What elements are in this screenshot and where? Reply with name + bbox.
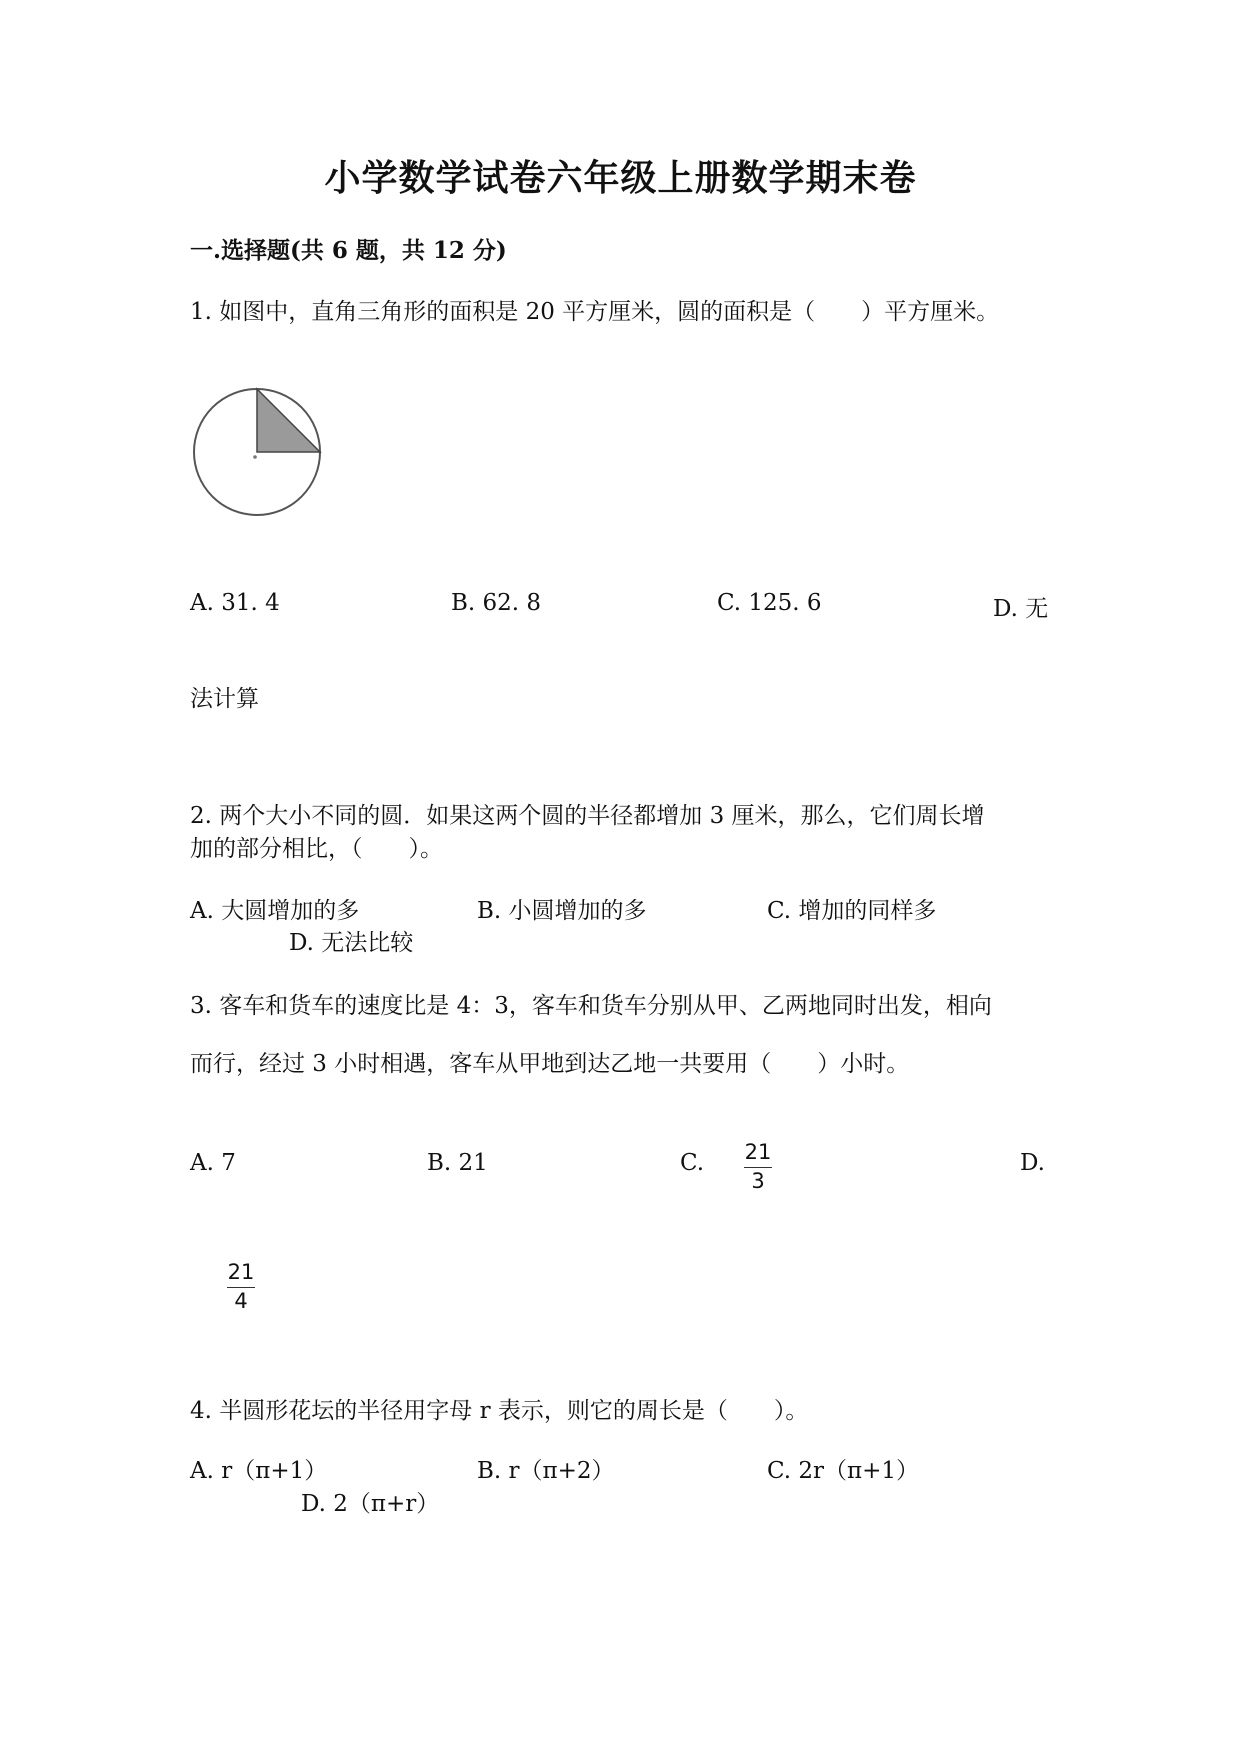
q2-option-a[interactable]: A. 大圆增加的多	[190, 898, 360, 924]
question-1-stem: 1. 如图中，直角三角形的面积是 20 平方厘米，圆的面积是（ ）平方厘米。	[190, 299, 1000, 325]
question-4-stem: 4. 半圆形花坛的半径用字母 r 表示，则它的周长是（ ）。	[190, 1398, 809, 1424]
q3-option-b[interactable]: B. 21	[427, 1150, 488, 1176]
q3-option-d-fraction	[227, 1262, 255, 1312]
q4-option-a[interactable]: A. r（π+1）	[190, 1458, 328, 1484]
circle-triangle-figure	[190, 385, 324, 519]
fraction-numerator: 21	[227, 1260, 255, 1284]
q2-option-b[interactable]: B. 小圆增加的多	[477, 898, 647, 924]
fraction-bar	[227, 1287, 255, 1288]
question-3-stem-line2: 而行，经过 3 小时相遇，客车从甲地到达乙地一共要用（ ）小时。	[190, 1051, 910, 1077]
q4-option-d[interactable]: D. 2（π+r）	[301, 1491, 440, 1517]
page-title: 小学数学试卷六年级上册数学期末卷	[324, 157, 917, 199]
center-dot	[253, 455, 257, 459]
question-3-stem-line1: 3. 客车和货车的速度比是 4：3，客车和货车分别从甲、乙两地同时出发，相向	[190, 993, 992, 1019]
q1-option-c[interactable]: C. 125. 6	[717, 590, 822, 616]
q4-option-b[interactable]: B. r（π+2）	[477, 1458, 615, 1484]
question-2-stem-line1: 2. 两个大小不同的圆．如果这两个圆的半径都增加 3 厘米，那么，它们周长增	[190, 803, 985, 829]
q1-option-b[interactable]: B. 62. 8	[451, 590, 542, 616]
question-2-stem-line2: 加的部分相比，（ ）。	[190, 836, 443, 862]
q3-option-d[interactable]: D.	[1020, 1150, 1045, 1176]
q1-option-a[interactable]: A. 31. 4	[190, 590, 280, 616]
fraction-bar	[744, 1167, 772, 1168]
q4-option-c[interactable]: C. 2r（π+1）	[767, 1458, 920, 1484]
q1-option-d-wrap: 法计算	[190, 686, 259, 712]
fraction-denominator: 3	[751, 1169, 765, 1193]
fraction-numerator: 21	[744, 1140, 772, 1164]
q3-option-a[interactable]: A. 7	[190, 1150, 236, 1176]
q3-option-c-fraction	[744, 1142, 772, 1192]
q3-option-c[interactable]: C.	[680, 1150, 705, 1176]
fraction-denominator: 4	[234, 1289, 248, 1313]
q1-option-d[interactable]: D. 无	[993, 596, 1049, 622]
q2-option-c[interactable]: C. 增加的同样多	[767, 898, 937, 924]
q2-option-d[interactable]: D. 无法比较	[289, 930, 414, 956]
section-title: 一.选择题(共 6 题，共 12 分)	[190, 237, 507, 264]
